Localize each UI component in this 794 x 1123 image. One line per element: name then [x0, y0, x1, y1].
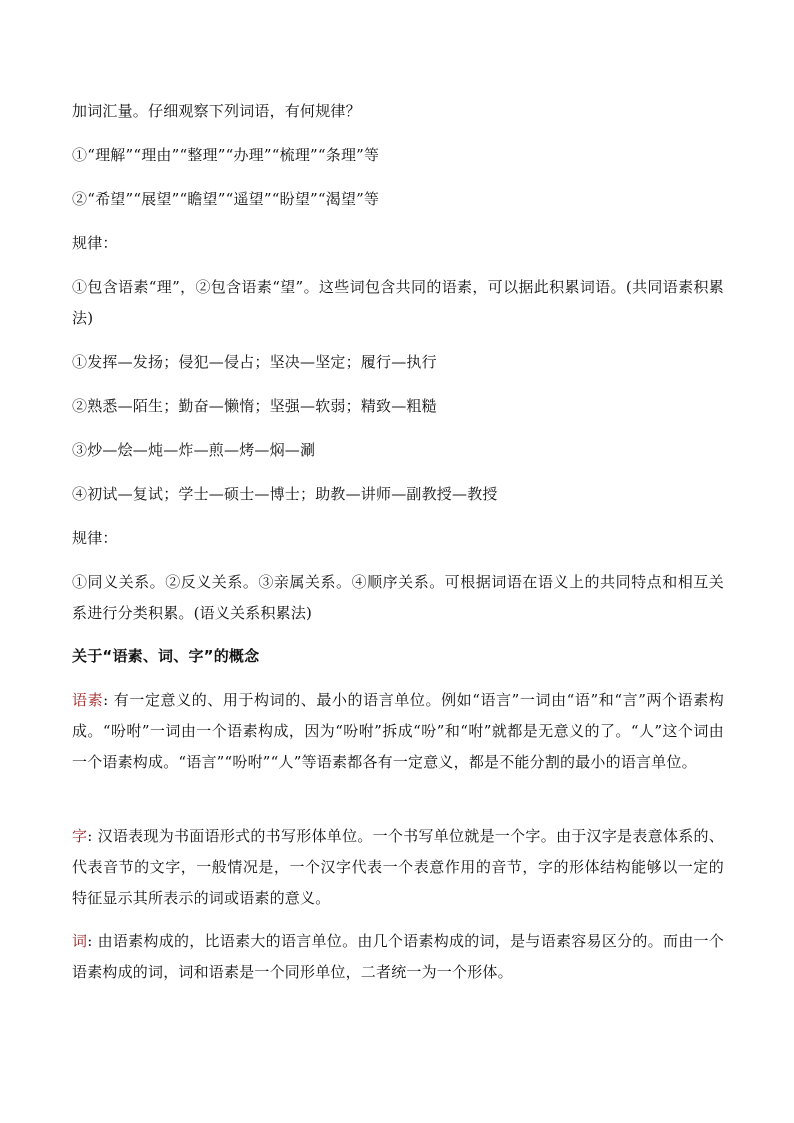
- intro-line: 加词汇量。仔细观察下列词语，有何规律？: [72, 102, 361, 120]
- example-line-3: ①发挥—发扬；侵犯—侵占；坚决—坚定；履行—执行: [72, 353, 437, 371]
- example-line-5: ③炒—烩—炖—炸—煎—烤—焖—涮: [72, 441, 316, 459]
- morpheme-definition: [72, 685, 724, 778]
- word-definition: [72, 926, 724, 988]
- rule-label-1: 规律：: [72, 234, 118, 252]
- example-line-4: ②熟悉—陌生；勤奋—懒惰；坚强—软弱；精致—粗糙: [72, 397, 437, 415]
- word-term: 词: [72, 932, 88, 950]
- morpheme-term: 语素: [72, 691, 104, 709]
- rule-label-2: 规律：: [72, 529, 118, 547]
- word-text: : 由语素构成的，比语素大的语言单位。由几个语素构成的词，是与语素容易区分的。而由一个语素构成的词，词和语素是一个同形单位，二者统一为一个形体。: [72, 932, 724, 981]
- rule-text-1: ①包含语素“理”，②包含语素“望”。这些词包含共同的语素，可以据此积累词语。(共同语素积累法): [72, 278, 724, 327]
- rule-text-2: ①同义关系。②反义关系。③亲属关系。④顺序关系。可根据词语在语义上的共同特点和相互关系进行分类积累。(语义关系积累法): [72, 573, 724, 622]
- character-definition: [72, 821, 724, 914]
- example-line-1: ①“理解”“理由”“整理”“办理”“梳理”“条理”等: [72, 146, 380, 164]
- example-line-2: ②“希望”“展望”“瞻望”“遥望”“盼望”“渴望”等: [72, 190, 380, 208]
- character-text: : 汉语表现为书面语形式的书写形体单位。一个书写单位就是一个字。由于汉字是表意体系的、代表音节的文字，一般情况是，一个汉字代表一个表意作用的音节，字的形体结构能够以一定的特征显示其所表示的词或语素的意义。: [72, 827, 724, 907]
- example-line-6: ④初试—复试；学士—硕士—博士；助教—讲师—副教授—教授: [72, 485, 498, 503]
- character-term: 字: [72, 827, 88, 845]
- morpheme-text: : 有一定意义的、用于构词的、最小的语言单位。例如“语言”一词由“语”和“言”两个语素构成。“吩咐”一词由一个语素构成，因为“吩咐”拆成“吩”和“咐”就都是无意义的了。“人”这个词由一个语素构成。“语言”“吩咐”“人”等语素都各有一定意义，都是不能分割的最小的语言单位。: [72, 691, 724, 771]
- section-heading: 关于“语素、词、字”的概念: [72, 647, 260, 665]
